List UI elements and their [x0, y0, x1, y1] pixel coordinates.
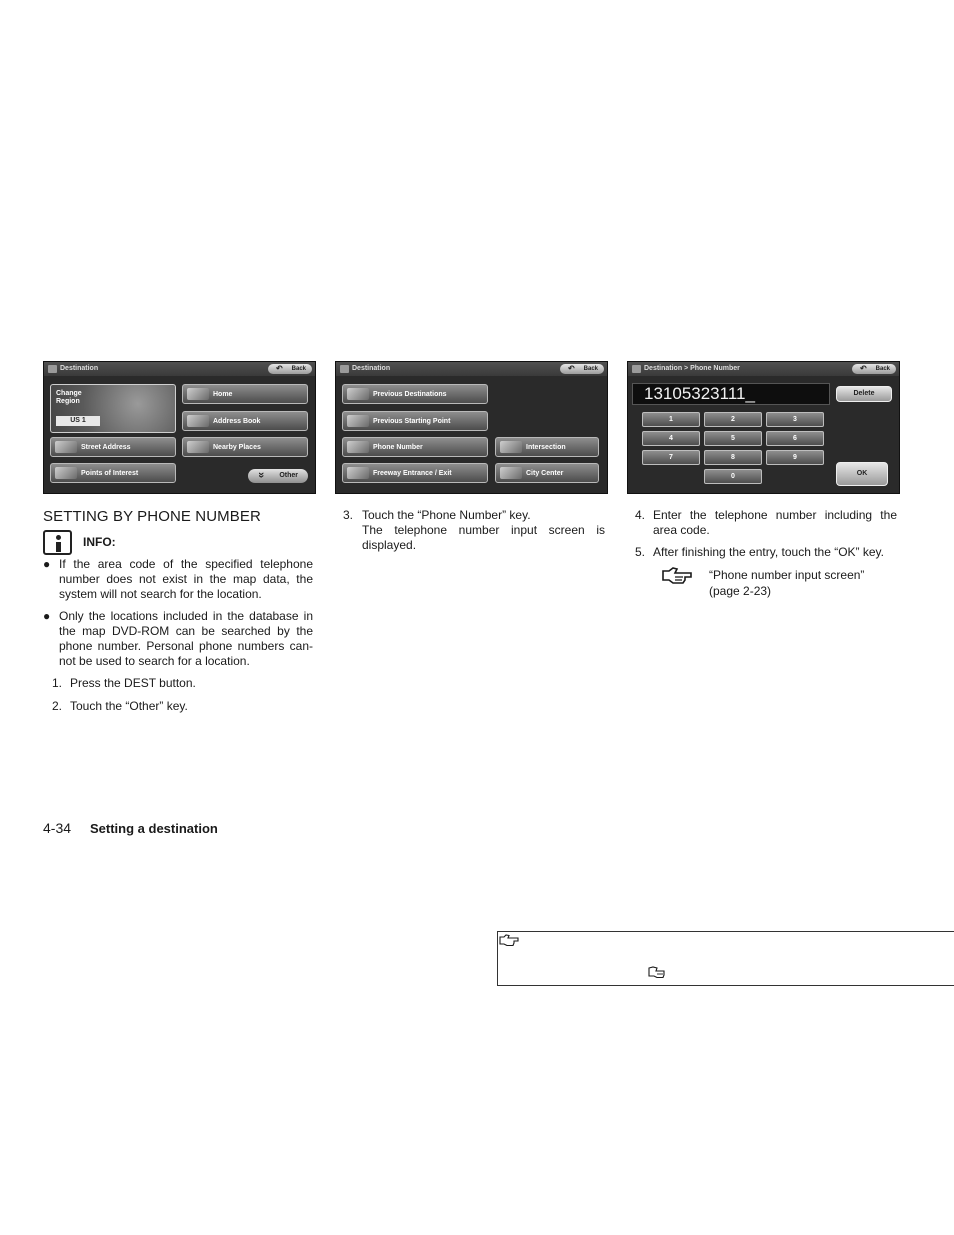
step-3-text: Touch the “Phone Number” key.	[362, 508, 531, 522]
bullet-dot: ●	[43, 609, 51, 623]
city-center-icon	[500, 467, 522, 479]
nav-screen-destination-menu	[43, 361, 316, 494]
freeway-entrance-icon	[347, 467, 369, 479]
other-button[interactable]: » Other	[248, 469, 308, 483]
home-label: Home	[213, 390, 233, 398]
key-0[interactable]: 0	[704, 469, 762, 484]
freeway-entrance-exit-button[interactable]	[342, 463, 488, 483]
hand-icon	[648, 966, 666, 978]
change-region-label: Change Region	[56, 390, 82, 405]
freeway-entrance-label: Freeway Entrance / Exit	[373, 469, 452, 477]
address-book-label: Address Book	[213, 417, 261, 425]
phone-number-field[interactable]: 13105323111_	[632, 383, 830, 405]
key-2[interactable]: 2	[704, 412, 762, 427]
info-icon	[43, 530, 72, 555]
points-of-interest-label: Points of Interest	[81, 469, 139, 477]
destination-icon	[632, 365, 641, 373]
step-4-text: Enter the telephone number including the area code.	[653, 508, 897, 537]
step-1-number: 1.	[52, 676, 63, 690]
step-3-subtext: The telephone number input screen is displayed.	[362, 523, 605, 552]
key-4[interactable]: 4	[642, 431, 700, 446]
city-center-label: City Center	[526, 469, 564, 477]
street-address-label: Street Address	[81, 443, 131, 451]
page-number: 4-34	[43, 820, 72, 836]
points-of-interest-button[interactable]	[50, 463, 176, 483]
back-button[interactable]: ↶ Back	[852, 364, 896, 374]
ok-button[interactable]: OK	[836, 462, 888, 486]
screen-title: Destination > Phone Number	[644, 365, 740, 372]
step-2-text: Touch the “Other” key.	[70, 699, 188, 713]
previous-destinations-label: Previous Destinations	[373, 390, 447, 398]
previous-starting-point-icon	[347, 415, 369, 427]
change-region-button[interactable]	[50, 384, 176, 433]
back-button[interactable]: ↶ Back	[268, 364, 312, 374]
intersection-button[interactable]	[495, 437, 599, 457]
delete-button[interactable]: Delete	[836, 386, 892, 402]
pointing-hand-icon	[661, 566, 693, 584]
city-center-button[interactable]	[495, 463, 599, 483]
phone-number-label: Phone Number	[373, 443, 423, 451]
intersection-label: Intersection	[526, 443, 566, 451]
bullet-dot: ●	[43, 557, 51, 571]
step-5-number: 5.	[635, 545, 646, 559]
step-5-text: After finishing the entry, touch the “OK” key.	[653, 545, 884, 559]
key-1[interactable]: 1	[642, 412, 700, 427]
region-state-label: US 1	[56, 416, 100, 426]
intersection-icon	[500, 441, 522, 453]
key-5[interactable]: 5	[704, 431, 762, 446]
nearby-places-icon	[187, 441, 209, 453]
address-book-button[interactable]	[182, 411, 308, 431]
reference-legend-box	[497, 931, 954, 986]
points-of-interest-icon	[55, 467, 77, 479]
step-2-number: 2.	[52, 699, 63, 713]
home-button[interactable]	[182, 384, 308, 404]
nav-screen-other-menu	[335, 361, 608, 494]
previous-destinations-button[interactable]	[342, 384, 488, 404]
nearby-places-button[interactable]	[182, 437, 308, 457]
key-8[interactable]: 8	[704, 450, 762, 465]
previous-destinations-icon	[347, 388, 369, 400]
key-6[interactable]: 6	[766, 431, 824, 446]
screen-title: Destination	[60, 365, 99, 372]
step-4-number: 4.	[635, 508, 646, 522]
info-bullet-1: If the area code of the specified telephone number does not exist in the map data, the system will not search for the location.	[59, 557, 313, 601]
nearby-places-label: Nearby Places	[213, 443, 261, 451]
info-bullet-2: Only the locations included in the database in the map DVD-ROM can be searched by the phone number. Personal phone numbers can- not be used to search for a location.	[59, 609, 313, 668]
phone-number-icon	[347, 441, 369, 453]
key-9[interactable]: 9	[766, 450, 824, 465]
footer-section-title: Setting a destination	[90, 821, 218, 836]
section-heading: SETTING BY PHONE NUMBER	[43, 508, 261, 525]
reference-text[interactable]: “Phone number input screen” (page 2-23)	[709, 568, 865, 598]
street-address-icon	[55, 441, 77, 453]
pointing-hand-icon	[499, 934, 519, 946]
nav-screen-phone-number-input	[627, 361, 900, 494]
step-3-number: 3.	[343, 508, 354, 522]
street-address-button[interactable]	[50, 437, 176, 457]
address-book-icon	[187, 415, 209, 427]
destination-icon	[340, 365, 349, 373]
home-icon	[187, 388, 209, 400]
previous-starting-point-label: Previous Starting Point	[373, 417, 451, 425]
key-7[interactable]: 7	[642, 450, 700, 465]
info-label: INFO:	[83, 535, 116, 549]
key-3[interactable]: 3	[766, 412, 824, 427]
phone-number-button[interactable]	[342, 437, 488, 457]
previous-starting-point-button[interactable]	[342, 411, 488, 431]
destination-icon	[48, 365, 57, 373]
screen-title: Destination	[352, 365, 391, 372]
step-1-text: Press the DEST button.	[70, 676, 196, 690]
back-button[interactable]: ↶ Back	[560, 364, 604, 374]
